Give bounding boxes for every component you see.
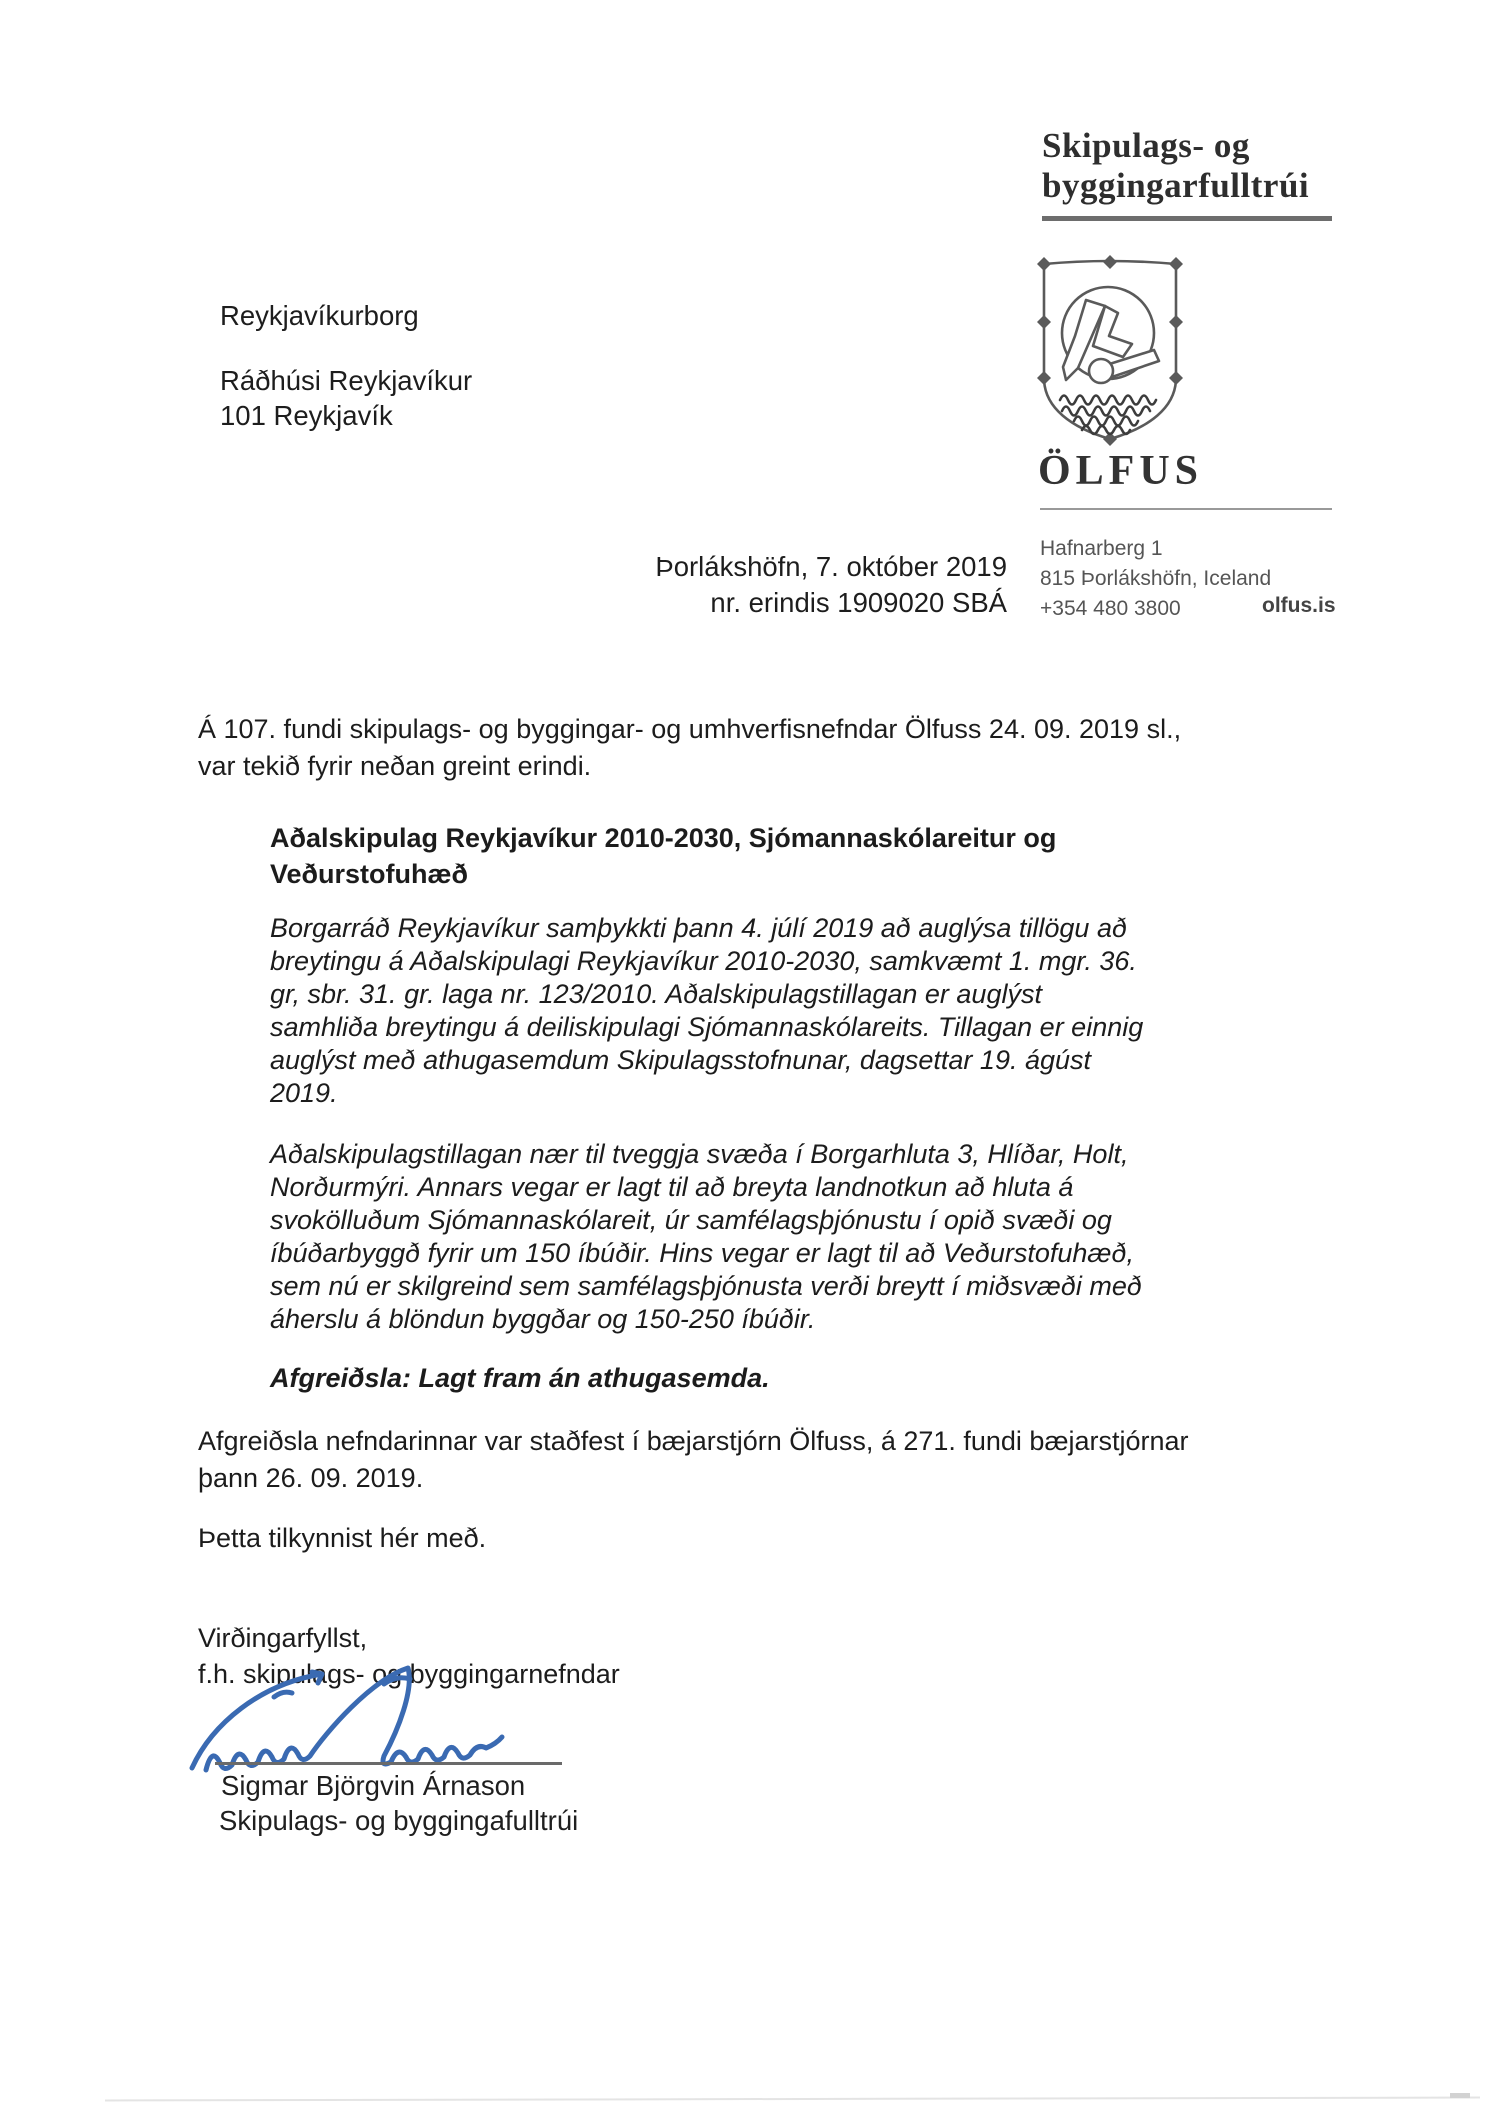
org-divider [1040,508,1332,510]
paragraph-line: áherslu á blöndun byggðar og 150-250 íbúðir. [270,1304,816,1334]
letterhead-title [1042,126,1309,206]
paragraph-line: Aðalskipulagstillagan nær til tveggja svæða í Borgarhluta 3, Hlíðar, Holt, [270,1139,1129,1169]
paragraph-line: íbúðarbyggð fyrir um 150 íbúðir. Hins vegar er lagt til að Veðurstofuhæð, [270,1238,1134,1268]
recipient-name: Reykjavíkurborg [220,300,419,331]
intro-line: Á 107. fundi skipulags- og byggingar- og umhverfisnefndar Ölfuss 24. 09. 2019 sl., [198,714,1182,744]
letterhead-title-line1: Skipulags- og [1042,126,1250,165]
confirmation-line: þann 26. 09. 2019. [198,1463,424,1493]
paragraph-line: auglýst með athugasemdum Skipulagsstofnunar, dagsettar 19. ágúst [270,1045,1092,1075]
body-paragraph-1 [270,912,1143,1110]
dateline-reference: nr. erindis 1909020 SBÁ [710,587,1007,618]
body-paragraph-2 [270,1138,1142,1336]
paragraph-line: svokölluðum Sjómannaskólareit, úr samfélagsþjónustu í opið svæði og [270,1205,1112,1235]
paragraph-line: samhliða breytingu á deiliskipulagi Sjómannaskólareits. Tillagan er einnig [270,1012,1144,1042]
signer-name: Sigmar Björgvin Árnason [221,1770,526,1801]
intro-line: var tekið fyrir neðan greint erindi. [198,751,592,781]
paragraph-line: Norðurmýri. Annars vegar er lagt til að breyta landnotkun að hluta á [270,1172,1074,1202]
letterhead-underline [1042,216,1332,221]
org-website: olfus.is [1262,594,1336,617]
subject-line: Aðalskipulag Reykjavíkur 2010-2030, Sjómannaskólareitur og [270,823,1057,853]
org-phone: +354 480 3800 [1040,597,1181,620]
subject-heading [270,820,1056,892]
recipient-address-line1: Ráðhúsi Reykjavíkur [220,365,473,396]
paragraph-line: 2019. [270,1078,338,1108]
paragraph-line: gr, sbr. 31. gr. laga nr. 123/2010. Aðalskipulagstillagan er auglýst [270,979,1042,1009]
page-bottom-scan-line [105,2097,1480,2102]
org-address-line2: 815 Þorlákshöfn, Iceland [1040,567,1272,590]
decision-line: Afgreiðsla: Lagt fram án athugasemda. [270,1363,770,1393]
letterhead-title-line2: byggingarfulltrúi [1042,166,1310,205]
org-address-line1: Hafnarberg 1 [1040,537,1163,560]
signature-underline [215,1762,562,1765]
dateline [500,549,1007,621]
confirmation-line: Afgreiðsla nefndarinnar var staðfest í bæjarstjórn Ölfuss, á 271. fundi bæjarstjórnar [198,1426,1189,1456]
intro-paragraph [198,711,1181,785]
paragraph-line: Borgarráð Reykjavíkur samþykkti þann 4. júlí 2019 að auglýsa tillögu að [270,913,1127,943]
coat-of-arms-icon [1030,250,1190,450]
recipient-address-line2: 101 Reykjavík [220,400,393,431]
paragraph-line: breytingu á Aðalskipulagi Reykjavíkur 2010-2030, samkvæmt 1. mgr. 36. [270,946,1137,976]
org-name: ÖLFUS [1038,448,1204,494]
confirmation-paragraph [198,1423,1189,1497]
dateline-place-date: Þorlákshöfn, 7. október 2019 [655,551,1007,582]
paragraph-line: sem nú er skilgreind sem samfélagsþjónusta verði breytt í miðsvæði með [270,1271,1142,1301]
closing-line: Þetta tilkynnist hér með. [198,1523,487,1553]
subject-line: Veðurstofuhæð [270,859,469,889]
signer-title: Skipulags- og byggingafulltrúi [219,1805,579,1836]
signoff-respectfully: Virðingarfyllst, [198,1623,368,1653]
page-bottom-scan-mark [1450,2093,1470,2098]
signoff-behalf: f.h. skipulags- og byggingarnefndar [198,1659,620,1689]
